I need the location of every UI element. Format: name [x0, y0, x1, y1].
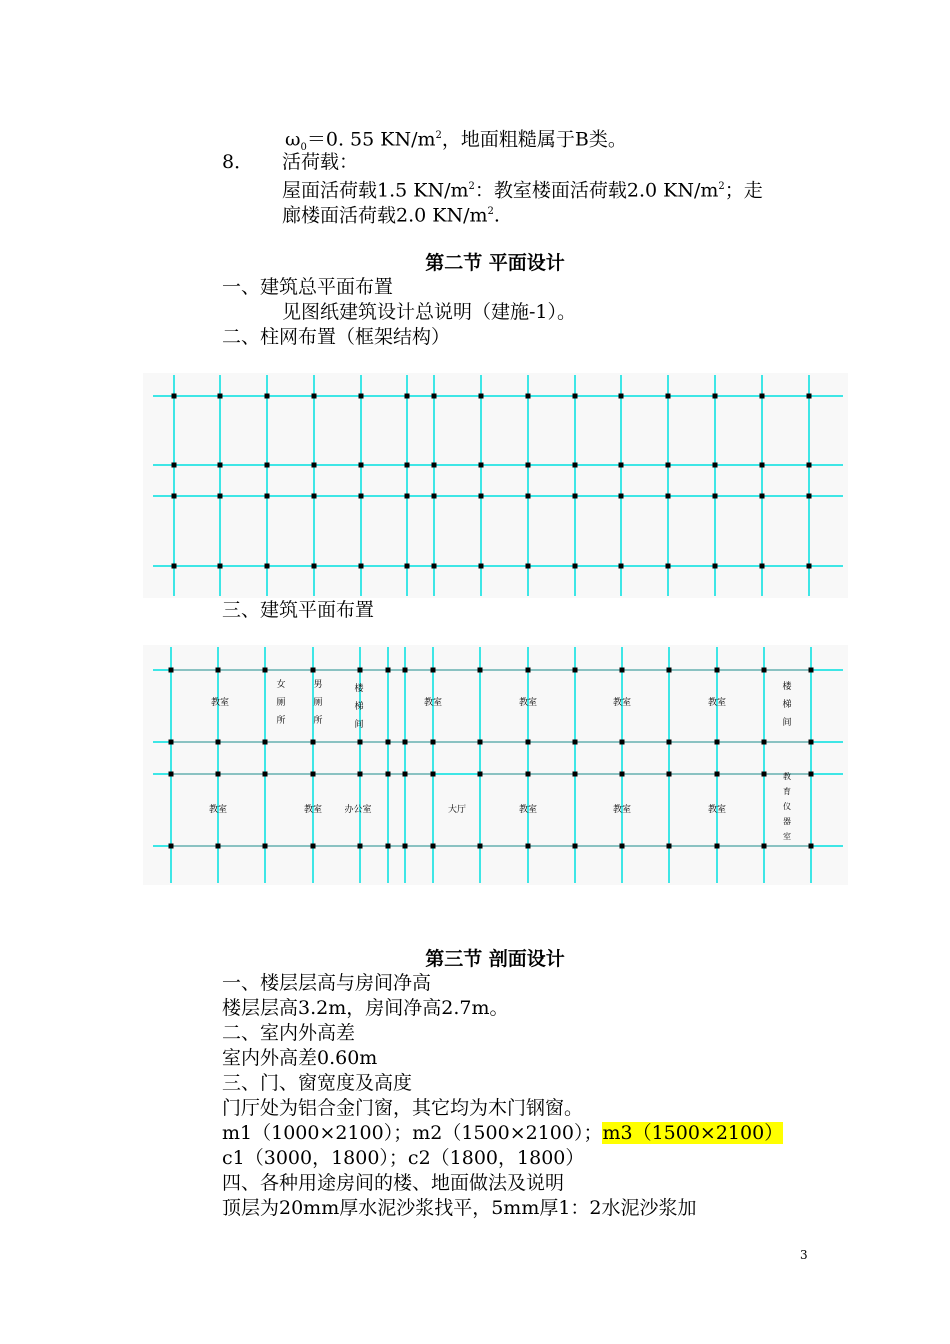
column-marker	[479, 463, 484, 468]
plan-column-marker	[358, 668, 363, 673]
column-marker	[432, 564, 437, 569]
column-marker	[359, 394, 364, 399]
column-marker	[479, 564, 484, 569]
plan-column-marker	[573, 844, 578, 849]
room-label-upper: 教室	[210, 698, 230, 708]
plan-column-marker	[526, 844, 531, 849]
section-3-title: 第三节 剖面设计	[425, 948, 565, 970]
column-marker	[405, 394, 410, 399]
room-label-lower: 大厅	[447, 805, 467, 815]
item-8-number: 8．	[222, 151, 254, 173]
plan-column-marker	[715, 844, 720, 849]
column-marker	[359, 494, 364, 499]
section-3-item-2: 二、室内外高差	[222, 1022, 356, 1044]
plan-column-marker	[478, 844, 483, 849]
column-marker	[666, 564, 671, 569]
column-marker	[405, 463, 410, 468]
plan-column-marker	[311, 772, 316, 777]
plan-column-marker	[478, 668, 483, 673]
column-marker	[573, 394, 578, 399]
column-marker	[526, 564, 531, 569]
section-2-title: 第二节 平面设计	[425, 252, 565, 274]
plan-column-marker	[762, 772, 767, 777]
column-marker	[760, 564, 765, 569]
column-marker	[573, 463, 578, 468]
column-marker	[218, 394, 223, 399]
column-marker	[619, 463, 624, 468]
plan-column-marker	[715, 740, 720, 745]
plan-column-marker	[478, 740, 483, 745]
plan-column-marker	[573, 772, 578, 777]
live-load-line-1: 屋面活荷载1.5 $KN/m^2$：教室楼面活荷载2.0 $KN/m^2$；走	[282, 179, 763, 202]
column-marker	[479, 494, 484, 499]
plan-column-marker	[169, 772, 174, 777]
room-label-lower: 教室	[208, 805, 228, 815]
plan-column-marker	[573, 740, 578, 745]
column-marker	[760, 394, 765, 399]
room-label-lower: 教室	[612, 805, 632, 815]
plan-column-marker	[762, 740, 767, 745]
plan-column-marker	[386, 772, 391, 777]
plan-column-marker	[358, 740, 363, 745]
plan-column-marker	[809, 844, 814, 849]
plan-column-marker	[358, 844, 363, 849]
column-marker	[312, 463, 317, 468]
plan-column-marker	[431, 668, 436, 673]
section-2-item-1: 一、建筑总平面布置	[222, 276, 394, 298]
room-label-upper: 楼梯间	[782, 682, 792, 728]
column-marker	[172, 394, 177, 399]
column-marker	[807, 494, 812, 499]
plan-column-marker	[263, 844, 268, 849]
column-marker	[666, 463, 671, 468]
column-marker	[666, 494, 671, 499]
item-8-title: 活荷载：	[282, 151, 359, 173]
column-marker	[172, 494, 177, 499]
column-marker	[760, 494, 765, 499]
plan-column-marker	[620, 772, 625, 777]
plan-column-marker	[169, 844, 174, 849]
column-marker	[265, 564, 270, 569]
section-3-text-3: 门厅处为铝合金门窗，其它均为木门钢窗。	[222, 1097, 584, 1119]
floor-plan-figure	[143, 645, 848, 885]
column-marker	[573, 494, 578, 499]
section-2-item-1-text: 见图纸建筑设计总说明（建施-1）。	[282, 301, 577, 323]
plan-column-marker	[169, 668, 174, 673]
column-marker	[359, 564, 364, 569]
plan-column-marker	[762, 668, 767, 673]
column-marker	[526, 463, 531, 468]
plan-column-marker	[478, 772, 483, 777]
room-label-lower: 教室	[303, 805, 323, 815]
column-marker	[479, 394, 484, 399]
plan-column-marker	[715, 772, 720, 777]
room-label-upper: 教室	[612, 698, 632, 708]
column-marker	[405, 494, 410, 499]
column-marker	[619, 494, 624, 499]
section-2-item-3: 三、建筑平面布置	[222, 599, 375, 621]
page-number: 3	[800, 1248, 808, 1262]
room-label-upper: 男厕所	[313, 680, 323, 726]
column-marker	[666, 394, 671, 399]
plan-column-marker	[403, 772, 408, 777]
plan-column-marker	[526, 740, 531, 745]
room-label-upper: 教室	[518, 698, 538, 708]
room-label-lower: 教育仪器室	[783, 772, 791, 841]
plan-column-marker	[403, 668, 408, 673]
plan-column-marker	[431, 740, 436, 745]
plan-column-marker	[263, 772, 268, 777]
room-label-lower: 办公室	[344, 805, 372, 815]
plan-column-marker	[762, 844, 767, 849]
room-label-lower: 教室	[707, 805, 727, 815]
plan-column-marker	[386, 740, 391, 745]
room-label-upper: 楼梯间	[354, 684, 364, 730]
section-3-item-4: 四、各种用途房间的楼、地面做法及说明	[222, 1172, 565, 1194]
plan-column-marker	[667, 668, 672, 673]
column-marker	[312, 394, 317, 399]
plan-column-marker	[216, 668, 221, 673]
column-marker	[619, 394, 624, 399]
plan-column-marker	[809, 772, 814, 777]
highlighted-door-m3: m3（1500×2100）	[602, 1122, 784, 1144]
column-marker	[526, 394, 531, 399]
plan-column-marker	[431, 772, 436, 777]
column-marker	[713, 494, 718, 499]
column-marker	[218, 564, 223, 569]
live-load-line-2: 廊楼面活荷载2.0 $KN/m^2$.	[282, 204, 500, 227]
column-marker	[432, 463, 437, 468]
section-3-text-4: 顶层为20mm厚水泥沙浆找平，5mm厚1：2水泥沙浆加	[222, 1197, 697, 1219]
room-label-upper: 教室	[707, 698, 727, 708]
column-marker	[807, 564, 812, 569]
plan-column-marker	[620, 740, 625, 745]
section-3-item-1: 一、楼层层高与房间净高	[222, 972, 432, 994]
section-3-item-3: 三、门、窗宽度及高度	[222, 1072, 413, 1094]
column-marker	[432, 394, 437, 399]
section-3-text-2: 室内外高差0.60m	[222, 1047, 378, 1069]
column-marker	[405, 564, 410, 569]
wind-pressure-line: $\omega_0=0$. 55 $KN/m^2$，地面粗糙属于B类。	[285, 128, 627, 154]
plan-column-marker	[667, 772, 672, 777]
column-marker	[172, 463, 177, 468]
column-marker	[312, 564, 317, 569]
column-marker	[760, 463, 765, 468]
plan-column-marker	[386, 844, 391, 849]
plan-column-marker	[809, 668, 814, 673]
plan-column-marker	[620, 668, 625, 673]
column-marker	[713, 394, 718, 399]
column-marker	[713, 564, 718, 569]
door-sizes-line: m1（1000×2100）；m2（1500×2100）；m3（1500×2100）	[222, 1122, 784, 1144]
column-marker	[526, 494, 531, 499]
room-label-lower: 教室	[518, 805, 538, 815]
section-3-text-1: 楼层层高3.2m，房间净高2.7m。	[222, 997, 509, 1019]
plan-column-marker	[216, 740, 221, 745]
column-marker	[573, 564, 578, 569]
plan-column-marker	[526, 772, 531, 777]
column-marker	[265, 494, 270, 499]
plan-column-marker	[263, 740, 268, 745]
plan-column-marker	[311, 844, 316, 849]
column-marker	[218, 494, 223, 499]
room-label-upper: 女厕所	[276, 680, 286, 726]
plan-column-marker	[216, 844, 221, 849]
plan-column-marker	[263, 668, 268, 673]
plan-column-marker	[403, 844, 408, 849]
column-marker	[218, 463, 223, 468]
column-marker	[359, 463, 364, 468]
plan-column-marker	[216, 772, 221, 777]
column-grid-figure	[143, 373, 848, 598]
plan-column-marker	[620, 844, 625, 849]
column-marker	[265, 394, 270, 399]
column-marker	[619, 564, 624, 569]
plan-column-marker	[311, 668, 316, 673]
column-marker	[807, 463, 812, 468]
plan-column-marker	[809, 740, 814, 745]
plan-column-marker	[311, 740, 316, 745]
plan-column-marker	[169, 740, 174, 745]
column-marker	[432, 494, 437, 499]
floor-plan-drawing	[143, 645, 848, 885]
column-marker	[265, 463, 270, 468]
plan-column-marker	[715, 668, 720, 673]
column-marker	[312, 494, 317, 499]
window-sizes-line: c1（3000，1800）；c2（1800，1800）	[222, 1147, 585, 1169]
plan-column-marker	[403, 740, 408, 745]
column-grid-drawing	[143, 373, 848, 598]
plan-column-marker	[667, 844, 672, 849]
section-2-item-2: 二、柱网布置（框架结构）	[222, 326, 451, 348]
plan-column-marker	[358, 772, 363, 777]
plan-column-marker	[431, 844, 436, 849]
column-marker	[713, 463, 718, 468]
column-marker	[172, 564, 177, 569]
plan-column-marker	[386, 668, 391, 673]
plan-column-marker	[573, 668, 578, 673]
plan-column-marker	[667, 740, 672, 745]
room-label-upper: 教室	[423, 698, 443, 708]
plan-column-marker	[526, 668, 531, 673]
column-marker	[807, 394, 812, 399]
